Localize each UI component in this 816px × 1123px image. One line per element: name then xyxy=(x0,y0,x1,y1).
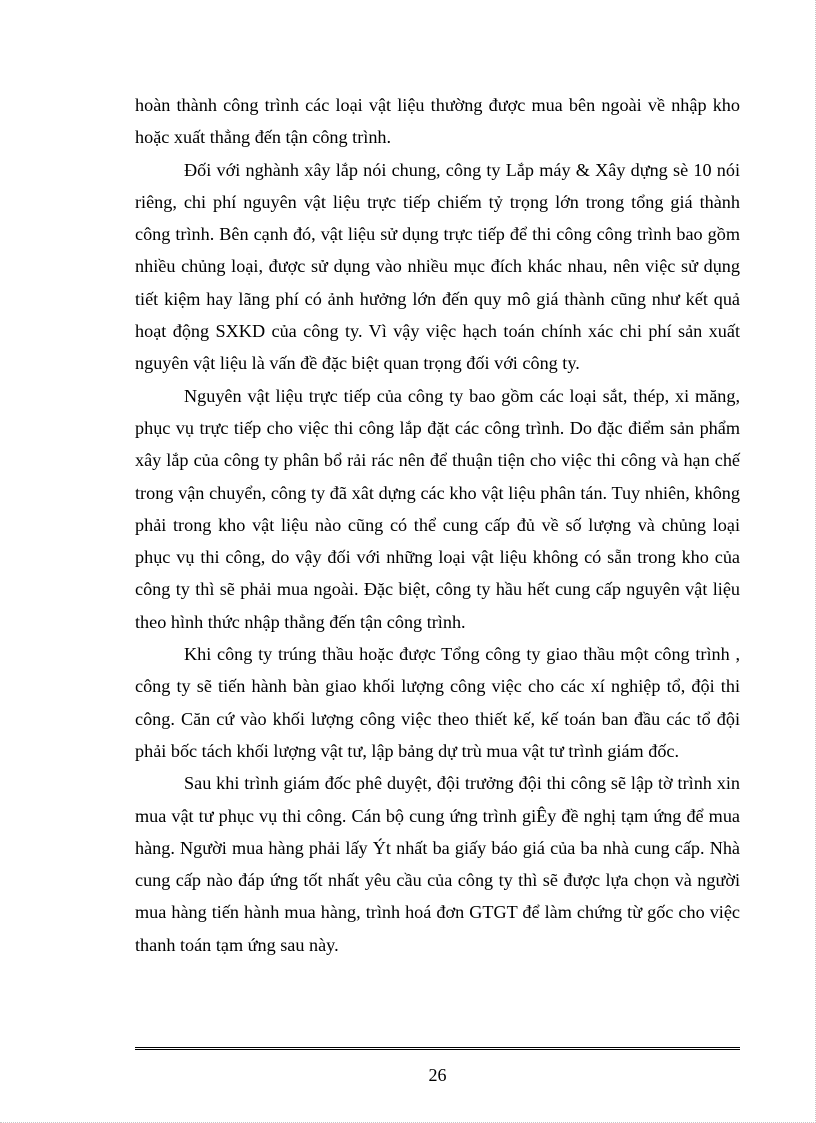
body-text xyxy=(135,89,740,961)
paragraph-3: Nguyên vật liệu trực tiếp của công ty bao gồm các loại sắt, thép, xi măng, phục vụ trực tiếp cho việc thi công lắp đặt các công trình. Do đặc điểm sản phẩm xây lắp của công ty phân bổ rải rác nên để thuận tiện cho việc thi công và hạn chế trong vận chuyển, công ty đã xât dựng các kho vật liệu phân tán. Tuy nhiên, không phải trong kho vật liệu nào cũng có thể cung cấp đủ về số lượng và chủng loại phục vụ thi công, do vậy đối với những loại vật liệu không có sẵn trong kho của công ty thì sẽ phải mua ngoài. Đặc biệt, công ty hầu hết cung cấp nguyên vật liệu theo hình thức nhập thẳng đến tận công trình. xyxy=(135,385,740,632)
paragraph-1: hoàn thành công trình các loại vật liệu thường được mua bên ngoài về nhập kho hoặc xuất thẳng đến tận công trình. xyxy=(135,95,740,148)
footer-divider xyxy=(135,1047,740,1050)
paragraph-5: Sau khi trình giám đốc phê duyệt, đội trưởng đội thi công sẽ lập tờ trình xin mua vật tư phục vụ thi công. Cán bộ cung ứng trình giÊy đề nghị tạm ứng để mua hàng. Người mua hàng phải lấy Ýt nhất ba giấy báo giá của ba nhà cung cấp. Nhà cung cấp nào đáp ứng tốt nhất yêu cầu của công ty thì sẽ được lựa chọn và người mua hàng tiến hành mua hàng, trình hoá đơn GTGT để làm chứng từ gốc cho việc thanh toán tạm ứng sau này. xyxy=(135,773,740,955)
paragraph-2: Đối với nghành xây lắp nói chung, công ty Lắp máy & Xây dựng sè 10 nói riêng, chi phí nguyên vật liệu trực tiếp chiếm tỷ trọng lớn trong tổng giá thành công trình. Bên cạnh đó, vật liệu sử dụng trực tiếp để thi công công trình bao gồm nhiều chủng loại, được sử dụng vào nhiều mục đích khác nhau, nên việc sử dụng tiết kiệm hay lãng phí có ảnh hưởng lớn đến quy mô giá thành cũng như kết quả hoạt động SXKD của công ty. Vì vậy việc hạch toán chính xác chi phí sản xuất nguyên vật liệu là vấn đề đặc biệt quan trọng đối với công ty. xyxy=(135,159,740,374)
page-number: 26 xyxy=(428,1065,447,1085)
paragraph-4: Khi công ty trúng thầu hoặc được Tổng công ty giao thầu một công trình , công ty sẽ tiến hành bàn giao khối lượng công việc cho các xí nghiệp tổ, đội thi công. Căn cứ vào khối lượng công việc theo thiết kế, kế toán ban đầu các tổ đội phải bốc tách khối lượng vật tư, lập bảng dự trù mua vật tư trình giám đốc. xyxy=(135,644,740,761)
